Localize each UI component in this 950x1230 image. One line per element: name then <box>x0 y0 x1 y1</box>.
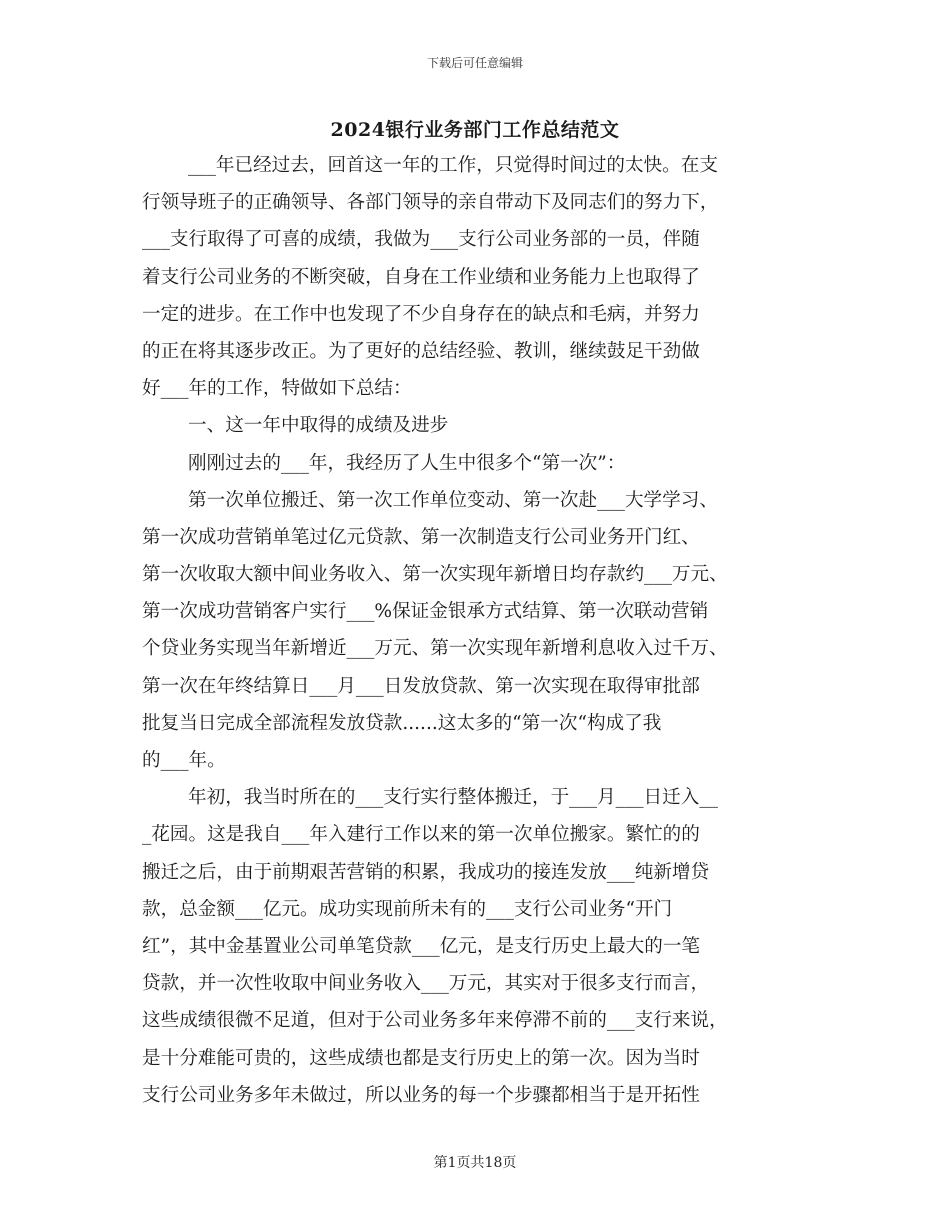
paragraph-line: 一定的进步。在工作中也发现了不少自身存在的缺点和毛病，并努力 <box>142 303 700 325</box>
page-number-footer: 第1页共18页 <box>433 1155 517 1171</box>
paragraph-line: 着支行公司业务的不断突破，自身在工作业绩和业务能力上也取得了 <box>142 266 700 288</box>
paragraph-line: 第一次收取大额中间业务收入、第一次实现年新增日均存款约___万元、 <box>142 564 728 586</box>
paragraph-line: 这些成绩很微不足道，但对于公司业务多年来停滞不前的___支行来说， <box>142 1010 728 1032</box>
paragraph-line: 是十分难能可贵的，这些成绩也都是支行历史上的第一次。因为当时 <box>142 1047 700 1069</box>
paragraph-line: ___支行取得了可喜的成绩，我做为___支行公司业务部的一员，伴随 <box>142 229 700 251</box>
paragraph-line: 行领导班子的正确领导、各部门领导的亲自带动下及同志们的努力下， <box>142 192 719 214</box>
paragraph-line: 搬迁之后，由于前期艰苦营销的积累，我成功的接连发放___纯新增贷 <box>142 861 710 883</box>
paragraph-line: 刚刚过去的___年，我经历了人生中很多个“第一次”： <box>188 452 626 474</box>
paragraph-line: 好___年的工作，特做如下总结： <box>142 378 412 400</box>
paragraph-line: _花园。这是我自___年入建行工作以来的第一次单位搬家。繁忙的的 <box>142 824 700 846</box>
paragraph-line: 第一次在年终结算日___月___日发放贷款、第一次实现在取得审批部 <box>142 675 700 697</box>
paragraph-line: 贷款，并一次性收取中间业务收入___万元，其实对于很多支行而言， <box>142 973 710 995</box>
paragraph-line: 批复当日完成全部流程发放贷款......这太多的“第一次“构成了我 <box>142 712 662 734</box>
paragraph-line: 的正在将其逐步改正。为了更好的总结经验、教训，继续鼓足干劲做 <box>142 340 700 362</box>
paragraph-line: 个贷业务实现当年新增近___万元、第一次实现年新增利息收入过千万、 <box>142 638 728 660</box>
paragraph-line: 第一次单位搬迁、第一次工作单位变动、第一次赴___大学学习、 <box>188 489 718 511</box>
page-header-note: 下载后可任意编辑 <box>426 56 523 70</box>
paragraph-line: 第一次成功营销单笔过亿元贷款、第一次制造支行公司业务开门红、 <box>142 526 700 548</box>
paragraph-line: 年初，我当时所在的___支行实行整体搬迁，于___月___日迁入__ <box>188 787 718 809</box>
paragraph-line: 款，总金额___亿元。成功实现前所未有的___支行公司业务“开门 <box>142 898 673 920</box>
document-body <box>142 147 814 1114</box>
paragraph-line: ___年已经过去，回首这一年的工作，只觉得时间过的太快。在支 <box>188 155 718 176</box>
section-heading: 一、这一年中取得的成绩及进步 <box>188 415 449 437</box>
paragraph-line: 红”，其中金基置业公司单笔贷款___亿元，是支行历史上最大的一笔 <box>142 935 701 957</box>
paragraph-line: 支行公司业务多年未做过，所以业务的每一个步骤都相当于是开拓性 <box>142 1084 700 1106</box>
document-title: 2024银行业务部门工作总结范文 <box>330 119 620 141</box>
paragraph-line: 的___年。 <box>142 750 226 771</box>
paragraph-line: 第一次成功营销客户实行___%保证金银承方式结算、第一次联动营销 <box>142 601 709 623</box>
